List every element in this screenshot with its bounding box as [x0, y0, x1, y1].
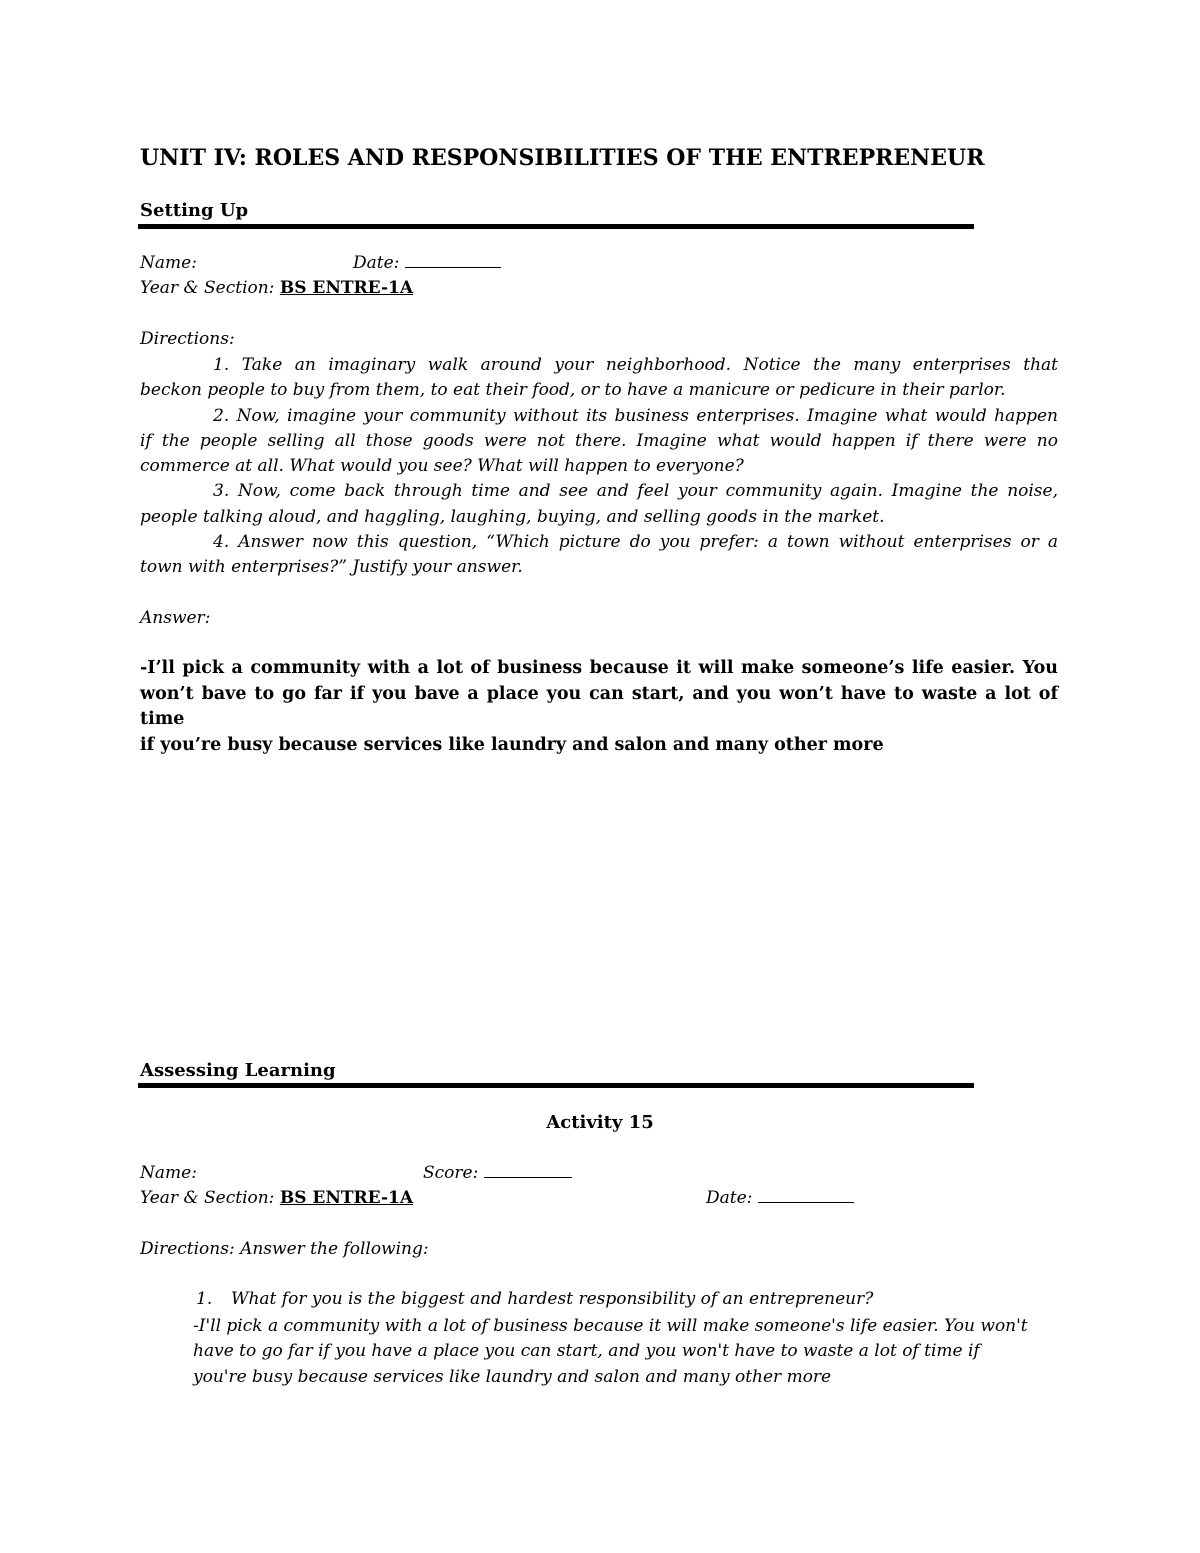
directions-line: 1. Take an imaginary walk around your neighborhood. Notice the many enterprises that — [213, 355, 1058, 375]
question-text: What for you is the biggest and hardest responsibility of an entrepreneur? — [231, 1289, 874, 1309]
date-blank — [405, 253, 501, 268]
answer-line: if you’re busy because services like laundry and salon and many other more — [140, 734, 884, 755]
year-section-row — [140, 278, 413, 298]
setting-up-heading: Setting Up — [140, 200, 249, 221]
activity-title: Activity 15 — [546, 1112, 654, 1133]
directions-text — [140, 353, 1058, 581]
assess-year-section-row — [140, 1188, 413, 1208]
assess-year-section-label: Year & Section: — [140, 1188, 275, 1208]
directions-line: beckon people to buy from them, to eat their food, or to have a manicure or pedicure in their parlor. — [140, 380, 1006, 401]
answer-line: -I’ll pick a community with a lot of business because it will make someone’s life easier. You — [140, 658, 1058, 678]
question-answer-line: -I'll pick a community with a lot of business because it will make someone's life easier. You won't — [193, 1316, 1028, 1336]
directions-line: if the people selling all those goods were not there. Imagine what would happen if there were no — [140, 430, 1058, 451]
directions-line: people talking aloud, and haggling, laughing, buying, and selling goods in the market. — [140, 506, 885, 527]
score-label: Score: — [423, 1163, 479, 1183]
setting-up-rule — [138, 224, 974, 229]
score-blank — [484, 1163, 572, 1178]
year-section-value: BS ENTRE-1A — [279, 278, 414, 298]
question-answer-line: have to go far if you have a place you can start, and you won't have to waste a lot of time if — [193, 1341, 980, 1362]
assess-name-label: Name: — [140, 1163, 197, 1183]
year-section-label: Year & Section: — [140, 278, 275, 298]
question-answer-line: you're busy because services like laundry and salon and many other more — [193, 1366, 832, 1387]
assess-date-field — [706, 1188, 854, 1208]
assessing-learning-heading: Assessing Learning — [140, 1060, 336, 1081]
directions-line: 3. Now, come back through time and see and feel your community again. Imagine the noise, — [213, 481, 1058, 502]
date-label: Date: — [353, 253, 400, 273]
assess-year-section-value: BS ENTRE-1A — [279, 1188, 414, 1208]
assess-date-blank — [758, 1188, 854, 1203]
question-answer — [193, 1314, 1053, 1390]
directions-line: 2. Now, imagine your community without its business enterprises. Imagine what would happen — [213, 405, 1058, 426]
answer-text — [140, 656, 1058, 758]
answer-line: won’t bave to go far if you bave a place you can start, and you won’t have to waste a lot of time — [140, 683, 1058, 729]
directions-label: Directions: — [140, 329, 235, 349]
name-label: Name: — [140, 253, 197, 273]
score-field — [423, 1163, 572, 1183]
page-title: UNIT IV: ROLES AND RESPONSIBILITIES OF THE ENTREPRENEUR — [140, 145, 985, 171]
assessing-learning-rule — [138, 1083, 974, 1088]
assess-date-label: Date: — [706, 1188, 753, 1208]
directions-line: town with enterprises?” Justify your answer. — [140, 557, 523, 578]
directions-line: 4. Answer now this question, “Which picture do you prefer: a town without enterprises or a — [213, 532, 1058, 553]
date-field — [353, 253, 501, 273]
directions-line: commerce at all. What would you see? What will happen to everyone? — [140, 456, 744, 477]
question-number: 1. — [196, 1289, 213, 1309]
answer-label: Answer: — [140, 608, 211, 628]
assess-directions: Directions: Answer the following: — [140, 1239, 429, 1259]
